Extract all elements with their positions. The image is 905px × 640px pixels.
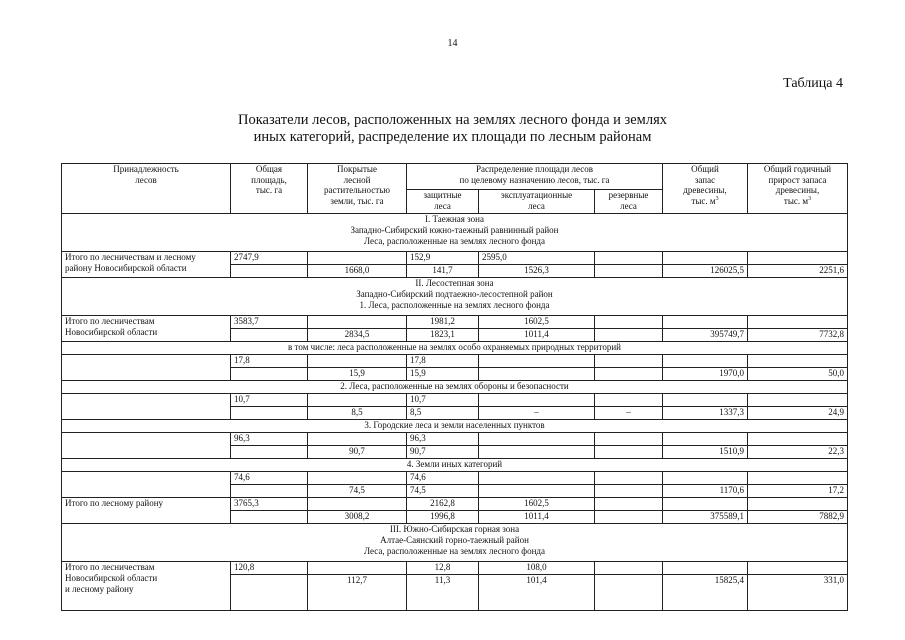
cell-protective: 10,7 bbox=[407, 394, 479, 407]
section-heading: II. Лесостепная зона Западно-Сибирский подтаежно-лесостепной район 1. Леса, расположенные на землях лесного фонда bbox=[62, 278, 848, 316]
row-label: Итого по лесничествам и лесному району Новосибирской области bbox=[62, 252, 231, 278]
page-number: 14 bbox=[447, 38, 458, 49]
cell-protective: 90,7 bbox=[407, 446, 479, 459]
cell-wood-stock: 1510,9 bbox=[663, 446, 748, 459]
section-heading: 4. Земли иных категорий bbox=[62, 459, 848, 472]
cell-total-area: 10,7 bbox=[231, 394, 308, 407]
cell-protective: 1981,2 bbox=[407, 316, 479, 329]
header-protective: защитные леса bbox=[407, 190, 479, 214]
cell-protective: 74,5 bbox=[407, 485, 479, 498]
cell-exploitation: – bbox=[479, 407, 595, 420]
header-wood-stock: Общий запас древесины, тыс. $м^3$ bbox=[663, 164, 748, 214]
table-row bbox=[62, 316, 848, 329]
cell-exploitation: 1011,4 bbox=[479, 329, 595, 342]
cell-total-area: 3583,7 bbox=[231, 316, 308, 329]
cell-wood-stock: 395749,7 bbox=[663, 329, 748, 342]
cell-wood-stock: 1970,0 bbox=[663, 368, 748, 381]
cell-protective: 74,6 bbox=[407, 472, 479, 485]
title-line: иных категорий, распределение их площади по лесным районам bbox=[253, 129, 652, 145]
header-ownership: Принадлежность лесов bbox=[62, 164, 231, 214]
cell-wood-stock: 126025,5 bbox=[663, 265, 748, 278]
table-label: Таблица 4 bbox=[783, 76, 843, 91]
cell-covered: 74,5 bbox=[308, 485, 407, 498]
table-title bbox=[0, 112, 905, 146]
cell-covered: 3008,2 bbox=[308, 511, 407, 524]
row-label: Итого по лесничествам Новосибирской области и лесному району bbox=[62, 562, 231, 611]
cell-protective: 17,8 bbox=[407, 355, 479, 368]
cell-wood-stock: 1170,6 bbox=[663, 485, 748, 498]
cell-annual-growth: 50,0 bbox=[748, 368, 848, 381]
cell-protective: 96,3 bbox=[407, 433, 479, 446]
cell-wood-stock: 375589,1 bbox=[663, 511, 748, 524]
cell-exploitation: 1602,5 bbox=[479, 498, 595, 511]
section-heading: в том числе: леса расположенные на землях особо охраняемых природных территорий bbox=[62, 342, 848, 355]
cell-covered: 90,7 bbox=[308, 446, 407, 459]
section-heading: 3. Городские леса и земли населенных пунктов bbox=[62, 420, 848, 433]
cell-annual-growth: 331,0 bbox=[748, 575, 848, 611]
cell-protective: 1823,1 bbox=[407, 329, 479, 342]
section-heading: 2. Леса, расположенные на землях обороны и безопасности bbox=[62, 381, 848, 394]
title-line: Показатели лесов, расположенных на землях лесного фонда и землях bbox=[237, 112, 668, 128]
cell-wood-stock: 15825,4 bbox=[663, 575, 748, 611]
cell-exploitation: 108,0 bbox=[479, 562, 595, 575]
header-exploitation: эксплуатационные леса bbox=[479, 190, 595, 214]
cell-protective: 12,8 bbox=[407, 562, 479, 575]
table-row bbox=[62, 252, 848, 265]
cell-covered: 8,5 bbox=[308, 407, 407, 420]
cell-exploitation: 2595,0 bbox=[479, 252, 595, 265]
cell-protective: 11,3 bbox=[407, 575, 479, 611]
cell-total-area: 96,3 bbox=[231, 433, 308, 446]
cell-covered: 15,9 bbox=[308, 368, 407, 381]
cell-annual-growth: 7732,8 bbox=[748, 329, 848, 342]
cell-exploitation: 1011,4 bbox=[479, 511, 595, 524]
cell-protective: 152,9 bbox=[407, 252, 479, 265]
cell-total-area: 2747,9 bbox=[231, 252, 308, 265]
cell-exploitation: 1526,3 bbox=[479, 265, 595, 278]
row-label: Итого по лесному району bbox=[62, 498, 231, 524]
cell-covered: 1668,0 bbox=[308, 265, 407, 278]
cell-covered: 2834,5 bbox=[308, 329, 407, 342]
cell-protective: 8,5 bbox=[407, 407, 479, 420]
cell-total-area: 3765,3 bbox=[231, 498, 308, 511]
cell-total-area: 74,6 bbox=[231, 472, 308, 485]
section-heading: III. Южно-Сибирская горная зона Алтае-Саянский горно-таежный район Леса, расположенные на землях лесного фонда bbox=[62, 524, 848, 562]
forest-indicators-table bbox=[61, 163, 848, 611]
table-row bbox=[62, 394, 848, 407]
header-total-area: Общая площадь, тыс. га bbox=[231, 164, 308, 214]
cell-protective: 2162,8 bbox=[407, 498, 479, 511]
cell-exploitation: 1602,5 bbox=[479, 316, 595, 329]
cell-total-area: 120,8 bbox=[231, 562, 308, 575]
header-covered-area: Покрытые лесной растительностью земли, тыс. га bbox=[308, 164, 407, 214]
cell-exploitation: 101,4 bbox=[479, 575, 595, 611]
cell-annual-growth: 24,9 bbox=[748, 407, 848, 420]
section-heading: I. Таежная зона Западно-Сибирский южно-таежный равнинный район Леса, расположенные на землях лесного фонда bbox=[62, 214, 848, 252]
cell-protective: 141,7 bbox=[407, 265, 479, 278]
cell-annual-growth: 7882,9 bbox=[748, 511, 848, 524]
header-distribution: Распределение площади лесов по целевому назначению лесов, тыс. га bbox=[407, 164, 663, 190]
cell-reserve: – bbox=[595, 407, 663, 420]
cell-annual-growth: 17,2 bbox=[748, 485, 848, 498]
table-row bbox=[62, 498, 848, 511]
cell-total-area: 17,8 bbox=[231, 355, 308, 368]
table-row bbox=[62, 355, 848, 368]
cell-protective: 1996,8 bbox=[407, 511, 479, 524]
table-row bbox=[62, 433, 848, 446]
table-row bbox=[62, 472, 848, 485]
header-annual-growth: Общий годичный прирост запаса древесины, тыс. $м^3$ bbox=[748, 164, 848, 214]
header-reserve: резервные леса bbox=[595, 190, 663, 214]
cell-annual-growth: 2251,6 bbox=[748, 265, 848, 278]
cell-protective: 15,9 bbox=[407, 368, 479, 381]
cell-annual-growth: 22,3 bbox=[748, 446, 848, 459]
table-row bbox=[62, 562, 848, 575]
row-label: Итого по лесничествам Новосибирской области bbox=[62, 316, 231, 342]
cell-covered: 112,7 bbox=[308, 575, 407, 611]
cell-wood-stock: 1337,3 bbox=[663, 407, 748, 420]
